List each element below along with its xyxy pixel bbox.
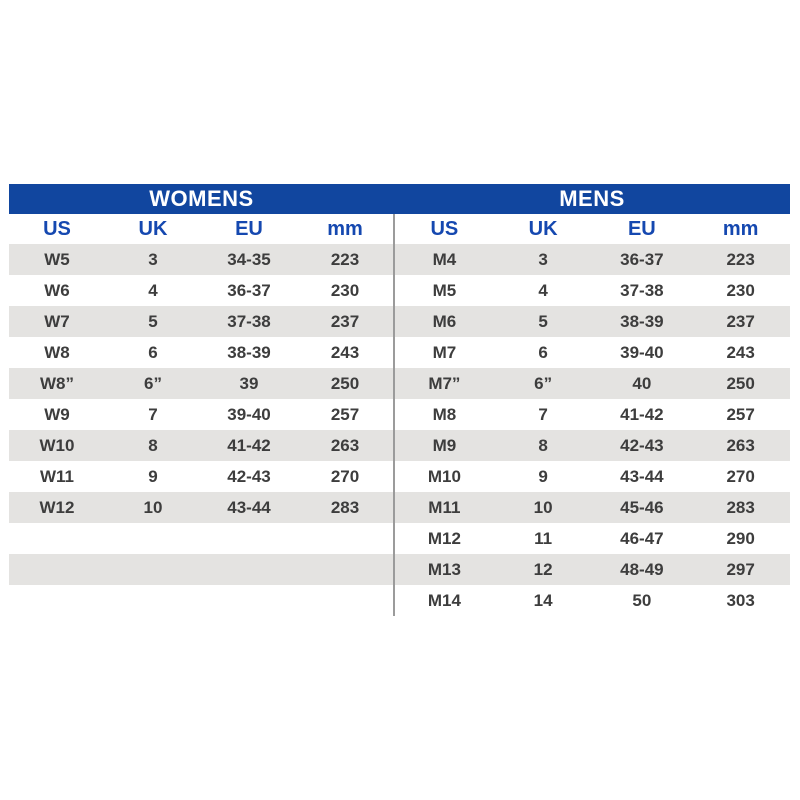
table-cell: 41-42	[227, 435, 271, 455]
table-cell: 4	[148, 280, 158, 300]
table-row	[395, 399, 790, 430]
table-row	[9, 554, 393, 585]
table-row	[395, 368, 790, 399]
table-cell: M12	[427, 528, 461, 548]
womens-section-title: WOMENS	[149, 186, 254, 211]
table-cell: 38-39	[620, 311, 664, 331]
table-cell: 10	[143, 497, 163, 517]
table-row	[395, 461, 790, 492]
table-cell: 6	[538, 342, 548, 362]
table-cell: 297	[726, 559, 755, 579]
column-header-eu: EU	[235, 217, 263, 240]
table-cell: M14	[427, 590, 461, 610]
table-cell: 45-46	[620, 497, 664, 517]
table-cell: 14	[533, 590, 553, 610]
table-row	[395, 275, 790, 306]
table-cell: 9	[148, 466, 158, 486]
table-cell: 263	[330, 435, 360, 455]
table-cell: 36-37	[227, 280, 271, 300]
table-cell: 12	[533, 559, 553, 579]
table-row	[395, 430, 790, 461]
table-cell: 42-43	[620, 435, 664, 455]
table-cell	[297, 554, 393, 585]
table-row	[395, 244, 790, 275]
table-cell: 4	[538, 280, 548, 300]
table-cell: 250	[330, 373, 360, 393]
table-cell: 263	[726, 435, 755, 455]
mens-section-title: MENS	[559, 186, 625, 211]
column-header-row	[9, 214, 393, 244]
table-cell: M6	[432, 311, 457, 331]
table-row	[9, 306, 393, 337]
table-row	[9, 275, 393, 306]
table-cell	[105, 554, 201, 585]
table-cell: 43-44	[620, 466, 664, 486]
table-cell: M9	[432, 435, 457, 455]
table-cell: 40	[632, 373, 652, 393]
table-cell: 250	[726, 373, 755, 393]
table-row	[395, 306, 790, 337]
table-row	[9, 430, 393, 461]
table-cell: 223	[330, 249, 360, 269]
column-header-uk: UK	[528, 217, 558, 240]
table-cell: 237	[726, 311, 755, 331]
table-cell: 48-49	[620, 559, 664, 579]
table-cell: M7”	[428, 373, 461, 393]
tables-container	[9, 214, 790, 616]
table-cell: W9	[44, 404, 70, 424]
table-cell: 223	[726, 249, 755, 269]
table-cell: M11	[428, 497, 461, 517]
table-cell: 243	[726, 342, 755, 362]
table-cell: 9	[538, 466, 548, 486]
table-cell: 3	[148, 249, 158, 269]
womens-table	[9, 214, 393, 585]
table-cell: 41-42	[620, 404, 664, 424]
column-header-uk: UK	[138, 217, 168, 240]
table-cell: M10	[427, 466, 461, 486]
mens-table	[395, 214, 790, 616]
table-cell: 50	[632, 590, 652, 610]
table-cell: M8	[432, 404, 457, 424]
table-row	[9, 461, 393, 492]
table-row	[395, 492, 790, 523]
table-cell	[9, 523, 105, 554]
table-row	[395, 523, 790, 554]
table-cell: W8”	[40, 373, 74, 393]
table-cell: 7	[538, 404, 548, 424]
table-cell: 257	[726, 404, 755, 424]
table-cell: 34-35	[227, 249, 271, 269]
table-cell: 38-39	[227, 342, 271, 362]
column-header-row	[395, 214, 790, 244]
table-cell: 11	[534, 528, 553, 548]
table-cell	[9, 554, 105, 585]
table-cell: 39	[239, 373, 259, 393]
table-cell: 37-38	[620, 280, 664, 300]
table-cell: 237	[330, 311, 360, 331]
table-cell: 46-47	[620, 528, 664, 548]
table-row	[9, 337, 393, 368]
table-cell: 43-44	[227, 497, 271, 517]
table-cell	[105, 523, 201, 554]
table-row	[9, 492, 393, 523]
table-cell: 243	[330, 342, 360, 362]
table-cell: W11	[39, 466, 75, 486]
table-cell: 6	[148, 342, 158, 362]
table-cell: 39-40	[227, 404, 271, 424]
table-cell: 6”	[144, 373, 162, 393]
table-cell: 290	[726, 528, 755, 548]
column-header-mm: mm	[722, 217, 759, 240]
column-header-us: US	[430, 217, 459, 240]
table-cell: W6	[44, 280, 70, 300]
table-cell: 270	[330, 466, 360, 486]
table-cell: 6”	[534, 373, 553, 393]
table-cell	[297, 523, 393, 554]
table-cell: M13	[427, 559, 461, 579]
table-row	[395, 337, 790, 368]
table-cell: 8	[148, 435, 158, 455]
table-cell: M5	[432, 280, 457, 300]
table-cell	[201, 523, 297, 554]
table-cell: 39-40	[620, 342, 664, 362]
table-cell: 230	[726, 280, 755, 300]
table-cell: 37-38	[227, 311, 271, 331]
table-header-bar	[9, 184, 790, 214]
table-cell: W10	[39, 435, 75, 455]
table-cell: 3	[538, 249, 548, 269]
table-cell: W8	[44, 342, 70, 362]
table-cell: 8	[538, 435, 548, 455]
table-cell: W12	[39, 497, 75, 517]
table-cell: 5	[148, 311, 158, 331]
table-cell: 36-37	[620, 249, 664, 269]
table-cell: M4	[432, 249, 457, 269]
table-row	[395, 554, 790, 585]
table-cell: 5	[538, 311, 548, 331]
column-header-eu: EU	[627, 217, 656, 240]
table-cell: 10	[533, 497, 553, 517]
table-row	[9, 399, 393, 430]
table-row	[395, 585, 790, 616]
table-cell: 230	[330, 280, 360, 300]
table-cell: 257	[330, 404, 360, 424]
table-cell: W5	[44, 249, 70, 269]
column-header-us: US	[43, 217, 71, 240]
table-cell: W7	[44, 311, 70, 331]
table-row	[9, 523, 393, 554]
table-cell: 303	[726, 590, 755, 610]
table-row	[9, 368, 393, 399]
table-cell: 7	[148, 404, 158, 424]
table-row	[9, 244, 393, 275]
table-cell: M7	[432, 342, 457, 362]
table-cell: 283	[726, 497, 755, 517]
table-cell: 283	[330, 497, 360, 517]
table-cell: 42-43	[227, 466, 271, 486]
column-header-mm: mm	[327, 217, 363, 240]
table-cell	[201, 554, 297, 585]
table-cell: 270	[726, 466, 755, 486]
